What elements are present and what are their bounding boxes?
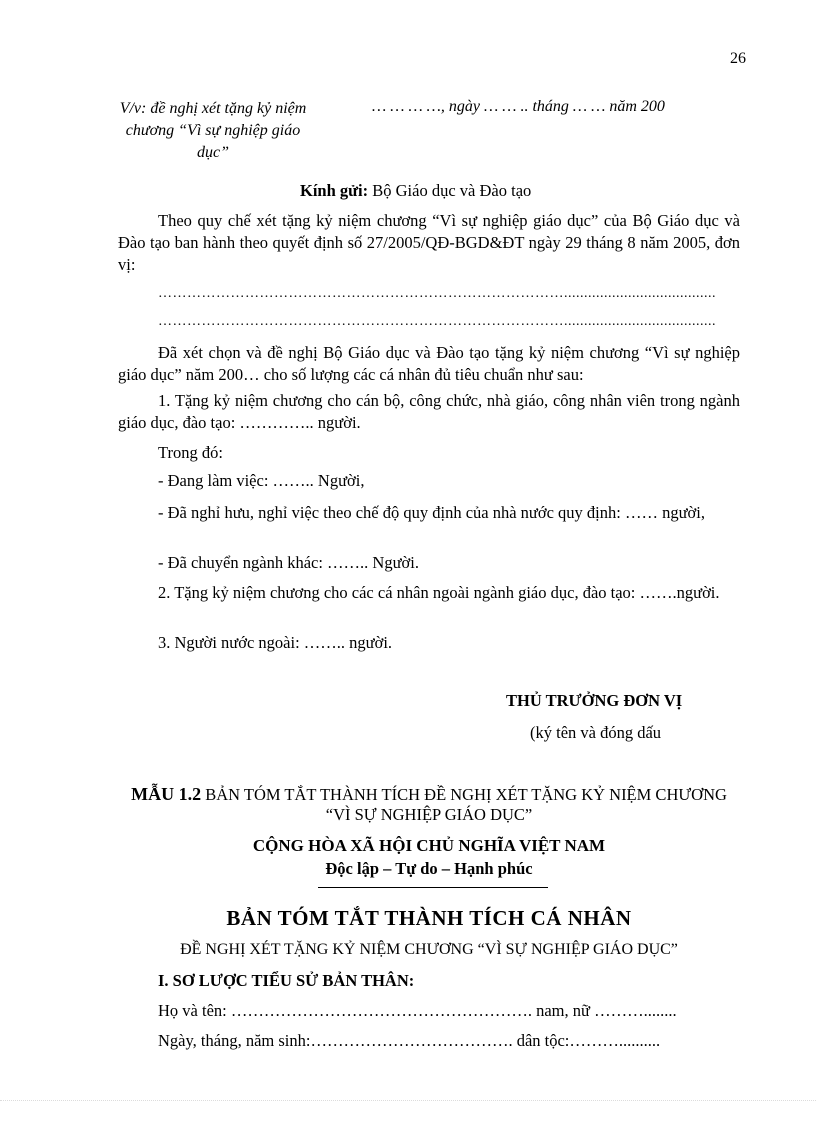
page-bottom-border [0, 1100, 816, 1101]
field-name: Họ và tên: ………………………………………………. nam, nữ ………........ [158, 1001, 677, 1020]
nation-name: CỘNG HÒA XÃ HỘI CHỦ NGHĨA VIỆT NAM [252, 836, 606, 855]
motto-underline [318, 887, 548, 888]
place-date-line: … … … …, ngày … … .. tháng … … năm 200 [372, 98, 665, 115]
page-number: 26 [730, 50, 746, 67]
recipient-value: Bộ Giáo dục và Đào tạo [372, 181, 532, 200]
form-heading [118, 784, 740, 825]
subject-line: V/v: đề nghị xét tặng kỷ niệm chương “Vì sự nghiệp giáo dục” [119, 100, 307, 161]
main-title: BẢN TÓM TẮT THÀNH TÍCH CÁ NHÂN [226, 906, 632, 930]
sub-item-working: - Đang làm việc: …….. Người, [158, 471, 365, 490]
item-1: 1. Tặng kỷ niệm chương cho cán bộ, công chức, nhà giáo, công nhân viên trong ngành giáo dục, đào tạo: ………….. người. [118, 391, 740, 432]
sub-item-transferred: - Đã chuyển ngành khác: …….. Người. [158, 553, 419, 572]
recipient-label: Kính gửi: [300, 181, 369, 200]
dotted-line-2: …………………………………………………………………………...................................... [158, 314, 716, 329]
signature-note: (ký tên và đóng dấu [530, 723, 662, 742]
main-subtitle: ĐỀ NGHỊ XÉT TẶNG KỶ NIỆM CHƯƠNG “VÌ SỰ NGHIỆP GIÁO DỤC” [180, 941, 678, 958]
item-2: 2. Tặng kỷ niệm chương cho các cá nhân ngoài ngành giáo dục, đào tạo: …….người. [158, 583, 720, 602]
section-1-heading: I. SƠ LƯỢC TIỂU SỬ BẢN THÂN: [158, 971, 415, 990]
trong-do-label: Trong đó: [158, 443, 223, 462]
field-dob: Ngày, tháng, năm sinh:………………………………. dân tộc:……….......... [158, 1031, 661, 1050]
recipient-line [300, 180, 531, 202]
dotted-line-1: …………………………………………………………………………...................................... [158, 286, 716, 301]
intro-paragraph: Theo quy chế xét tặng kỷ niệm chương “Vì sự nghiệp giáo dục” của Bộ Giáo dục và Đào tạo ban hành theo quyết định số 27/2005/QĐ-BGD&ĐT ngày 29 tháng 8 năm 2005, đơn vị: [118, 211, 740, 274]
sub-item-retired: - Đã nghỉ hưu, nghỉ việc theo chế độ quy định của nhà nước quy định: …… người, [158, 503, 705, 522]
national-motto: Độc lập – Tự do – Hạnh phúc [325, 859, 533, 878]
signature-title: THỦ TRƯỞNG ĐƠN VỊ [506, 691, 683, 710]
proposal-paragraph: Đã xét chọn và đề nghị Bộ Giáo dục và Đào tạo tặng kỷ niệm chương “Vì sự nghiệp giáo dục” năm 200… cho số lượng các cá nhân đủ tiêu chuẩn như sau: [118, 343, 740, 384]
form-title: BẢN TÓM TẮT THÀNH TÍCH ĐỀ NGHỊ XÉT TẶNG KỶ NIỆM CHƯƠNG “VÌ SỰ NGHIỆP GIÁO DỤC” [205, 785, 727, 824]
item-3: 3. Người nước ngoài: …….. người. [158, 633, 393, 652]
form-code: MẪU 1.2 [131, 784, 202, 804]
